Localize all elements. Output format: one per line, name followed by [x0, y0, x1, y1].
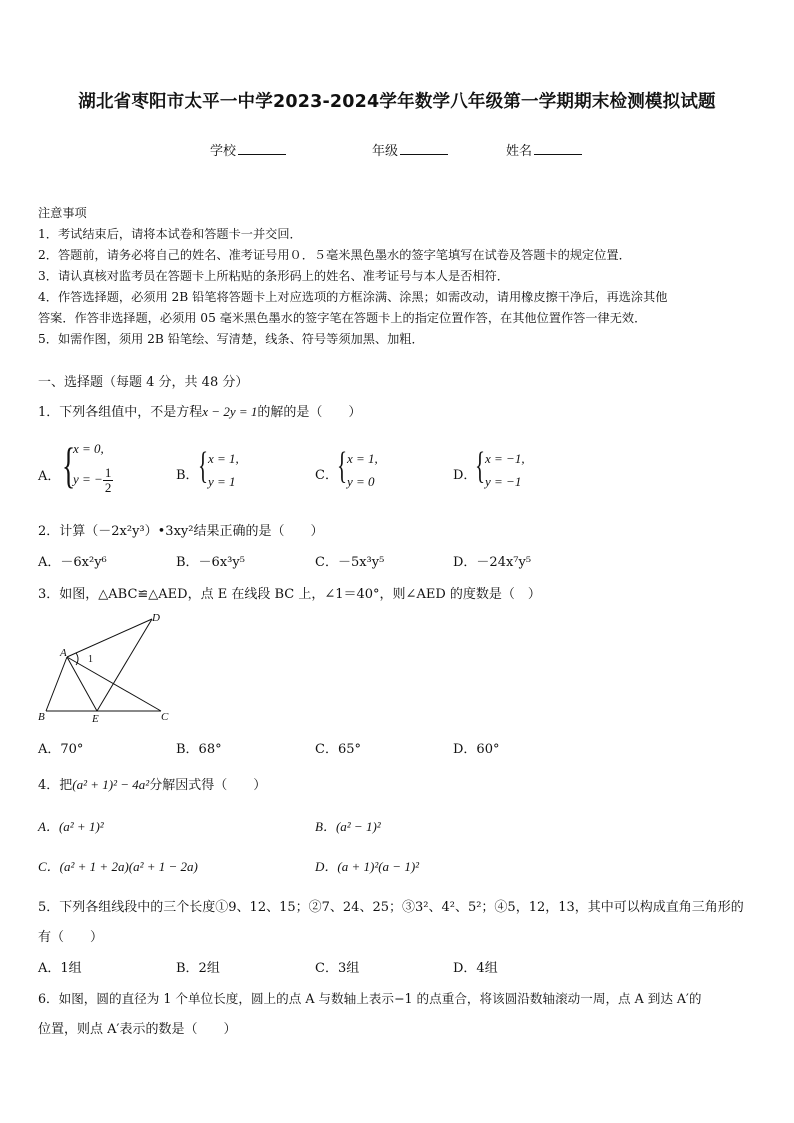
grade-label: 年级 [372, 144, 399, 159]
q1-c-line2: y = 0 [347, 474, 375, 489]
segment-ac [67, 657, 161, 711]
note-item: 答案．作答非选择题，必须用 05 毫米黑色墨水的签字笔在答题卡上的指定位置作答，在其他位置作答一律无效． [38, 311, 647, 325]
question-4-stem [38, 774, 266, 793]
q1-a-numerator: 1 [104, 465, 112, 480]
q2-option-b: B．－6x³y⁵ [176, 555, 245, 570]
question-5-stem-line1: 5．下列各组线段中的三个长度①9、12、15；②7、24、25；③3²、4²、5²；④5，12，13，其中可以构成直角三角形的 [38, 900, 744, 915]
q3-option-d: D．60° [453, 742, 500, 757]
q3-option-b: B．68° [176, 742, 222, 757]
q1-d-line2: y = −1 [485, 474, 522, 489]
note-item: 3．请认真核对监考员在答题卡上所粘贴的条形码上的姓名、准考证号与本人是否相符． [38, 269, 509, 283]
segment-ad [67, 619, 152, 657]
q4-option-a: A．(a² + 1)² [38, 819, 104, 834]
q1-option-a-label: A． [38, 469, 61, 484]
note-item: 4．作答选择题，必须用 2B 铅笔将答题卡上对应选项的方框涂满、涂黑；如需改动，请用橡皮擦干净后，再选涂其他 [38, 290, 668, 304]
question-6-stem-line1: 6．如图，圆的直径为 1 个单位长度，圆上的点 A 与数轴上表示−1 的点重合，将该圆沿数轴滚动一周，点 A 到达 A′的 [38, 991, 702, 1006]
q4-option-b: B．(a² − 1)² [315, 819, 381, 834]
q2-option-d: D．－24x⁷y⁵ [453, 555, 532, 570]
brace-icon: { [62, 437, 76, 493]
question-5-stem-line2: 有（ ） [38, 930, 104, 945]
q1-a-line2-text: y = − [73, 471, 103, 487]
brace-icon: { [337, 445, 348, 487]
q4-expression: (a² + 1)² − 4a² [72, 777, 150, 792]
school-label: 学校 [210, 144, 237, 159]
q1-option-b-label: B． [176, 468, 199, 483]
angle-1-label: 1 [88, 654, 93, 665]
segment-ed [97, 619, 152, 711]
point-c-label: C [161, 711, 169, 723]
q2-option-a: A．－6x²y⁶ [38, 555, 107, 570]
grade-blank [400, 142, 448, 155]
point-e-label: E [92, 713, 99, 725]
question-2-stem: 2．计算（－2x²y³）•3xy²结果正确的是（ ） [38, 524, 324, 539]
note-item: 2．答题前，请务必将自己的姓名、准考证号用０．５毫米黑色墨水的签字笔填写在试卷及答题卡的规定位置． [38, 248, 631, 262]
q1-option-c-label: C． [315, 468, 338, 483]
point-a-label: A [60, 647, 67, 659]
q2-option-c: C．－5x³y⁵ [315, 555, 385, 570]
section-heading: 一、选择题（每题 4 分，共 48 分） [38, 375, 249, 390]
q4-option-d: D．(a + 1)²(a − 1)² [315, 859, 420, 874]
q1-equation: x − 2y = 1 [202, 404, 258, 419]
page-title: 湖北省枣阳市太平一中学2023-2024学年数学八年级第一学期期末检测模拟试题 [78, 92, 716, 112]
q3-option-a: A．70° [38, 742, 84, 757]
name-blank [534, 142, 582, 155]
q1-a-line2 [73, 466, 113, 495]
brace-icon: { [198, 445, 209, 487]
name-field [506, 140, 582, 159]
point-b-label: B [38, 711, 45, 723]
q1-c-line1: x = 1, [347, 451, 378, 466]
q1-stem-part1: 1．下列各组值中，不是方程 [38, 405, 203, 420]
q3-option-c: C．65° [315, 742, 361, 757]
q5-option-c: C．3组 [315, 961, 360, 976]
q5-option-b: B．2组 [176, 961, 220, 976]
q4-stem-part2: 分解因式得（ ） [149, 778, 267, 793]
q5-option-d: D．4组 [453, 961, 498, 976]
brace-icon: { [475, 445, 486, 487]
school-field [210, 140, 286, 159]
q1-a-denominator: 2 [104, 480, 112, 495]
q5-option-a: A．1组 [38, 961, 82, 976]
q1-a-fraction [103, 466, 114, 495]
grade-field [372, 140, 448, 159]
q1-b-line1: x = 1, [208, 451, 239, 466]
q4-option-c: C．(a² + 1 + 2a)(a² + 1 − 2a) [38, 859, 198, 874]
segment-ab [46, 657, 67, 711]
question-6-stem-line2: 位置，则点 A′表示的数是（ ） [38, 1022, 237, 1037]
point-d-label: D [152, 612, 160, 624]
q1-d-line1: x = −1, [485, 451, 525, 466]
q1-stem-part2: 的解的是（ ） [257, 405, 362, 420]
triangle-figure [30, 608, 180, 726]
question-1-stem [38, 401, 361, 420]
note-item: 1．考试结束后，请将本试卷和答题卡一并交回． [38, 227, 302, 241]
notes-heading: 注意事项 [38, 206, 87, 220]
q1-option-d-label: D． [453, 468, 477, 483]
q1-b-line2: y = 1 [208, 474, 236, 489]
q4-stem-part1: 4．把 [38, 778, 73, 793]
q1-a-line1: x = 0, [73, 441, 104, 456]
note-item: 5．如需作图，须用 2B 铅笔绘、写清楚，线条、符号等须加黑、加粗． [38, 332, 424, 346]
name-label: 姓名 [506, 144, 533, 159]
school-blank [238, 142, 286, 155]
question-3-stem: 3．如图，△ABC≌△AED，点 E 在线段 BC 上，∠1＝40°，则∠AED 的度数是（ ） [38, 587, 541, 602]
